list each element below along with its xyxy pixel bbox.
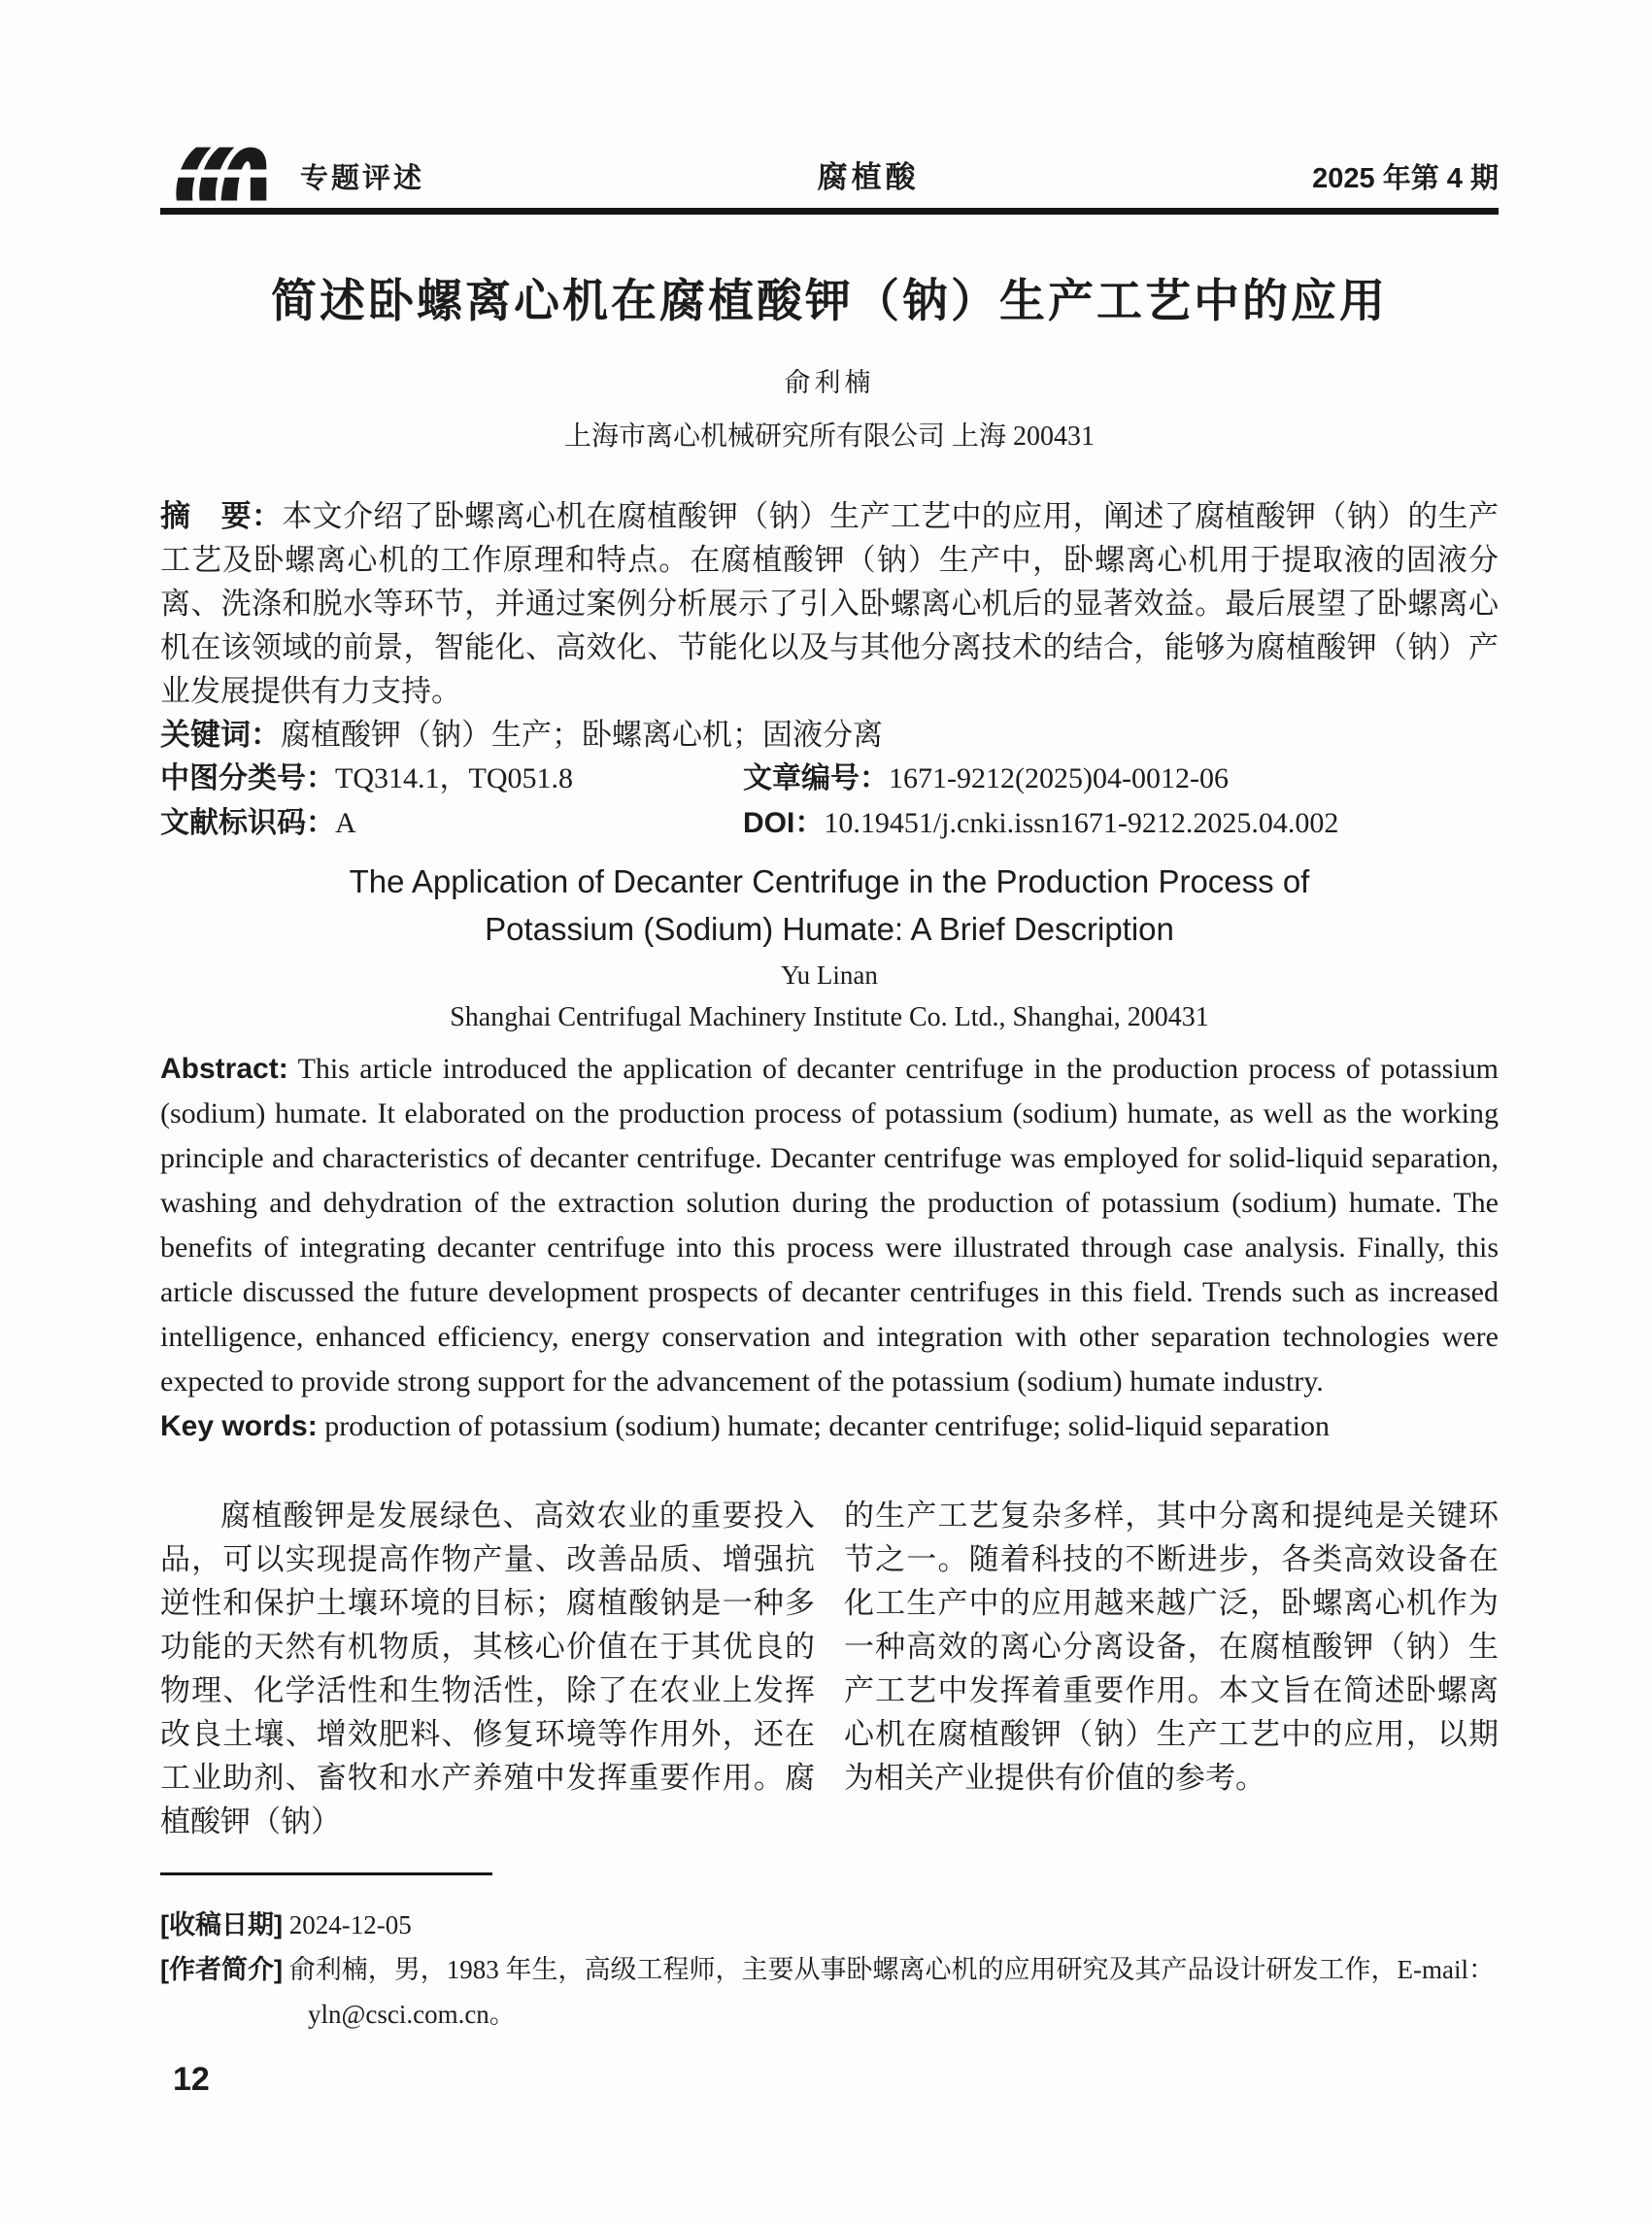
keywords-en-label: Key words: [160, 1410, 318, 1442]
header-section-label: 专题评述 [300, 163, 425, 194]
abstract-en-label: Abstract: [160, 1053, 288, 1085]
body-column-left [160, 1494, 815, 1843]
abstract-cn-text: 本文介绍了卧螺离心机在腐植酸钾（钠）生产工艺中的应用，阐述了腐植酸钾（钠）的生产工艺及卧螺离心机的工作原理和特点。在腐植酸钾（钠）生产中，卧螺离心机用于提取液的固液分离、洗涤和脱水等环节，并通过案例分析展示了引入卧螺离心机后的显著效益。最后展望了卧螺离心机在该领域的前景，智能化、高效化、节能化以及与其他分离技术的结合，能够为腐植酸钾（钠）产业发展提供有力支持。 [160, 499, 1500, 708]
received-date-line [160, 1903, 1499, 1947]
author-bio-line2: yln@csci.com.cn。 [308, 2000, 516, 2029]
abstract-cn [160, 494, 1499, 713]
keywords-en [160, 1404, 1499, 1449]
keywords-en-text: production of potassium (sodium) humate; decanter centrifuge; solid-liquid separation [324, 1410, 1330, 1442]
keywords-cn-label: 关键词： [160, 718, 281, 752]
received-date-value: 2024-12-05 [288, 1910, 412, 1939]
doc-code-value: A [335, 807, 356, 839]
header-issue-label: 2025 年第 4 期 [1312, 163, 1499, 194]
document-code [160, 801, 743, 846]
doi [743, 807, 1338, 839]
affiliation-cn: 上海市离心机械研究所有限公司 上海 200431 [563, 421, 1095, 452]
author-bio-line1 [160, 1947, 1499, 1992]
clc-number [160, 757, 743, 801]
author-name-cn: 俞利楠 [784, 368, 875, 397]
body-paragraph-right: 的生产工艺复杂多样，其中分离和提纯是关键环节之一。随着科技的不断进步，各类高效设备在化工生产中的应用越来越广泛，卧螺离心机作为一种高效的离心分离设备，在腐植酸钾（钠）生产工艺中发挥着重要作用。本文旨在简述卧螺离心机在腐植酸钾（钠）生产工艺中的应用，以期为相关产业提供有价值的参考。 [844, 1499, 1499, 1795]
clc-label: 中图分类号： [160, 762, 335, 794]
affiliation-en: Shanghai Centrifugal Machinery Institute Co. Ltd., Shanghai, 200431 [450, 1002, 1209, 1032]
keywords-cn [160, 713, 1499, 757]
title-en-line2: Potassium (Sodium) Humate: A Brief Description [485, 911, 1174, 947]
footnote [160, 1903, 1499, 2037]
page-number: 12 [173, 2061, 210, 2098]
body-column-right [844, 1494, 1499, 1843]
article-title-cn: 简述卧螺离心机在腐植酸钾（钠）生产工艺中的应用 [271, 277, 1388, 327]
clc-value: TQ314.1，TQ051.8 [335, 762, 573, 794]
abstract-en-text: This article introduced the application of decanter centrifuge in the production process of potassium (sodium) humate. It elaborated on the production process of potassium (sodium) humate, as well as the working principle and characteristics of decanter centrifuge. Decanter centrifuge was employed for solid-liquid separation, washing and dehydration of the extraction solution during the production of potassium (sodium) humate. The benefits of integrating decanter centrifuge into this process were illustrated through case analysis. Finally, this article discussed the future development prospects of decanter centrifuges in this field. Trends such as increased intelligence, enhanced efficiency, energy conservation and integration with other separation technologies were expected to provide strong support for the advancement of the potassium (sodium) humate industry. [160, 1053, 1499, 1398]
doi-label: DOI： [743, 807, 825, 839]
author-name-en: Yu Linan [781, 961, 878, 990]
author-bio-text: 俞利楠，男，1983 年生，高级工程师，主要从事卧螺离心机的应用研究及其产品设计研发工作，E-mail： [288, 1955, 1495, 1984]
header-journal-name: 腐植酸 [817, 160, 920, 194]
page-header [160, 142, 1499, 206]
title-en-line1: The Application of Decanter Centrifuge in the Production Process of [349, 863, 1310, 899]
article-no-value: 1671-9212(2025)04-0012-06 [889, 762, 1229, 794]
keywords-cn-text: 腐植酸钾（钠）生产；卧螺离心机；固液分离 [281, 718, 883, 752]
abstract-cn-label: 摘 要： [160, 499, 283, 533]
abstract-en [160, 1047, 1499, 1404]
journal-logo-icon [160, 144, 275, 206]
author-bio-label: [作者简介] [160, 1955, 283, 1984]
footnote-rule [160, 1872, 492, 1875]
meta-row-1 [160, 757, 1499, 801]
doc-code-label: 文献标识码： [160, 807, 335, 839]
received-date-label: [收稿日期] [160, 1910, 283, 1939]
article-title-en [160, 858, 1499, 953]
body-paragraph-left: 腐植酸钾是发展绿色、高效农业的重要投入品，可以实现提高作物产量、改善品质、增强抗逆性和保护土壤环境的目标；腐植酸钠是一种多功能的天然有机物质，其核心价值在于其优良的物理、化学活性和生物活性，除了在农业上发挥改良土壤、增效肥料、修复环境等作用外，还在工业助剂、畜牧和水产养殖中发挥重要作用。腐植酸钾（钠） [160, 1499, 815, 1838]
article-no-label: 文章编号： [743, 762, 889, 794]
doi-value: 10.19451/j.cnki.issn1671-9212.2025.04.002 [824, 807, 1339, 839]
meta-row-2 [160, 801, 1499, 846]
header-rule [160, 208, 1499, 215]
body-columns [160, 1494, 1499, 1843]
article-number [743, 762, 1229, 794]
